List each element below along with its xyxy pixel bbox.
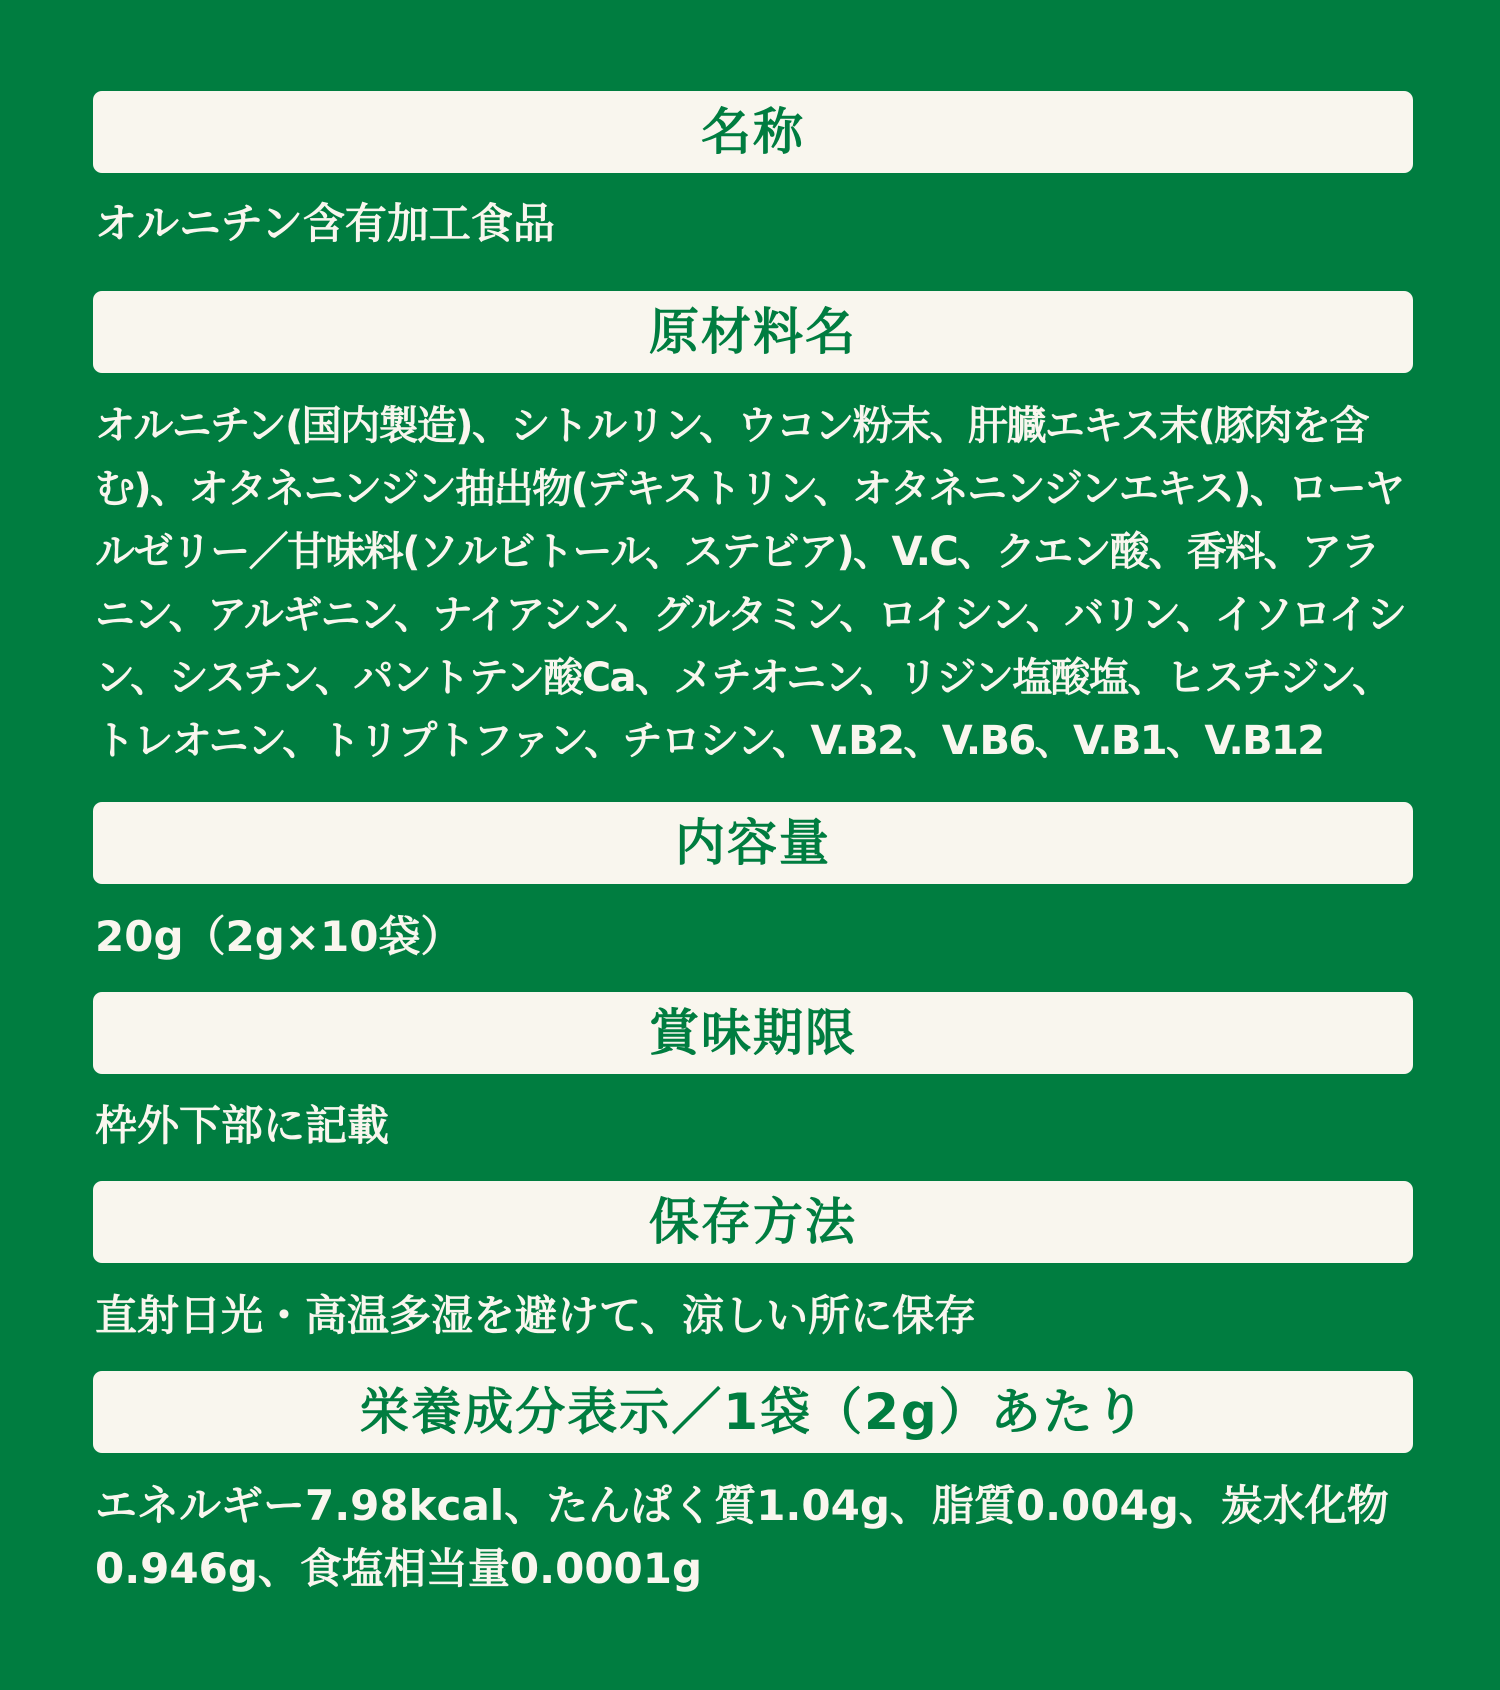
body-ingredients: オルニチン(国内製造)、シトルリン、ウコン粉末、肝臓エキス末(豚肉を含む)、オタネニンジン抽出物(デキストリン、オタネニンジンエキス)、ローヤルゼリー／甘味料(ソルビトール、ステビア)、V.C、クエン酸、香料、アラニン、アルギニン、ナイアシン、グルタミン、ロイシン、バリン、イソロイシン、シスチン、パントテン酸Ca、メチオニン、リジン塩酸塩、ヒスチジン、トレオニン、トリプトファン、チロシン、V.B2、V.B6、V.B1、V.B12 xyxy=(95,403,1406,764)
body-storage: 直射日光・高温多湿を避けて、涼しい所に保存 xyxy=(95,1291,977,1340)
heading-name: 名称 xyxy=(93,91,1413,173)
body-best-before: 枠外下部に記載 xyxy=(95,1101,390,1150)
body-nutrition: エネルギー7.98kcal、たんぱく質1.04g、脂質0.004g、炭水化物0.946g、食塩相当量0.0001g xyxy=(95,1481,1389,1593)
heading-best-before: 賞味期限 xyxy=(93,992,1413,1074)
heading-contents: 内容量 xyxy=(93,802,1413,884)
body-contents: 20g（2g×10袋） xyxy=(95,912,463,961)
heading-ingredients: 原材料名 xyxy=(93,291,1413,373)
body-name: オルニチン含有加工食品 xyxy=(95,199,555,248)
heading-storage: 保存方法 xyxy=(93,1181,1413,1263)
heading-nutrition: 栄養成分表示／1袋（2g）あたり xyxy=(93,1371,1413,1453)
